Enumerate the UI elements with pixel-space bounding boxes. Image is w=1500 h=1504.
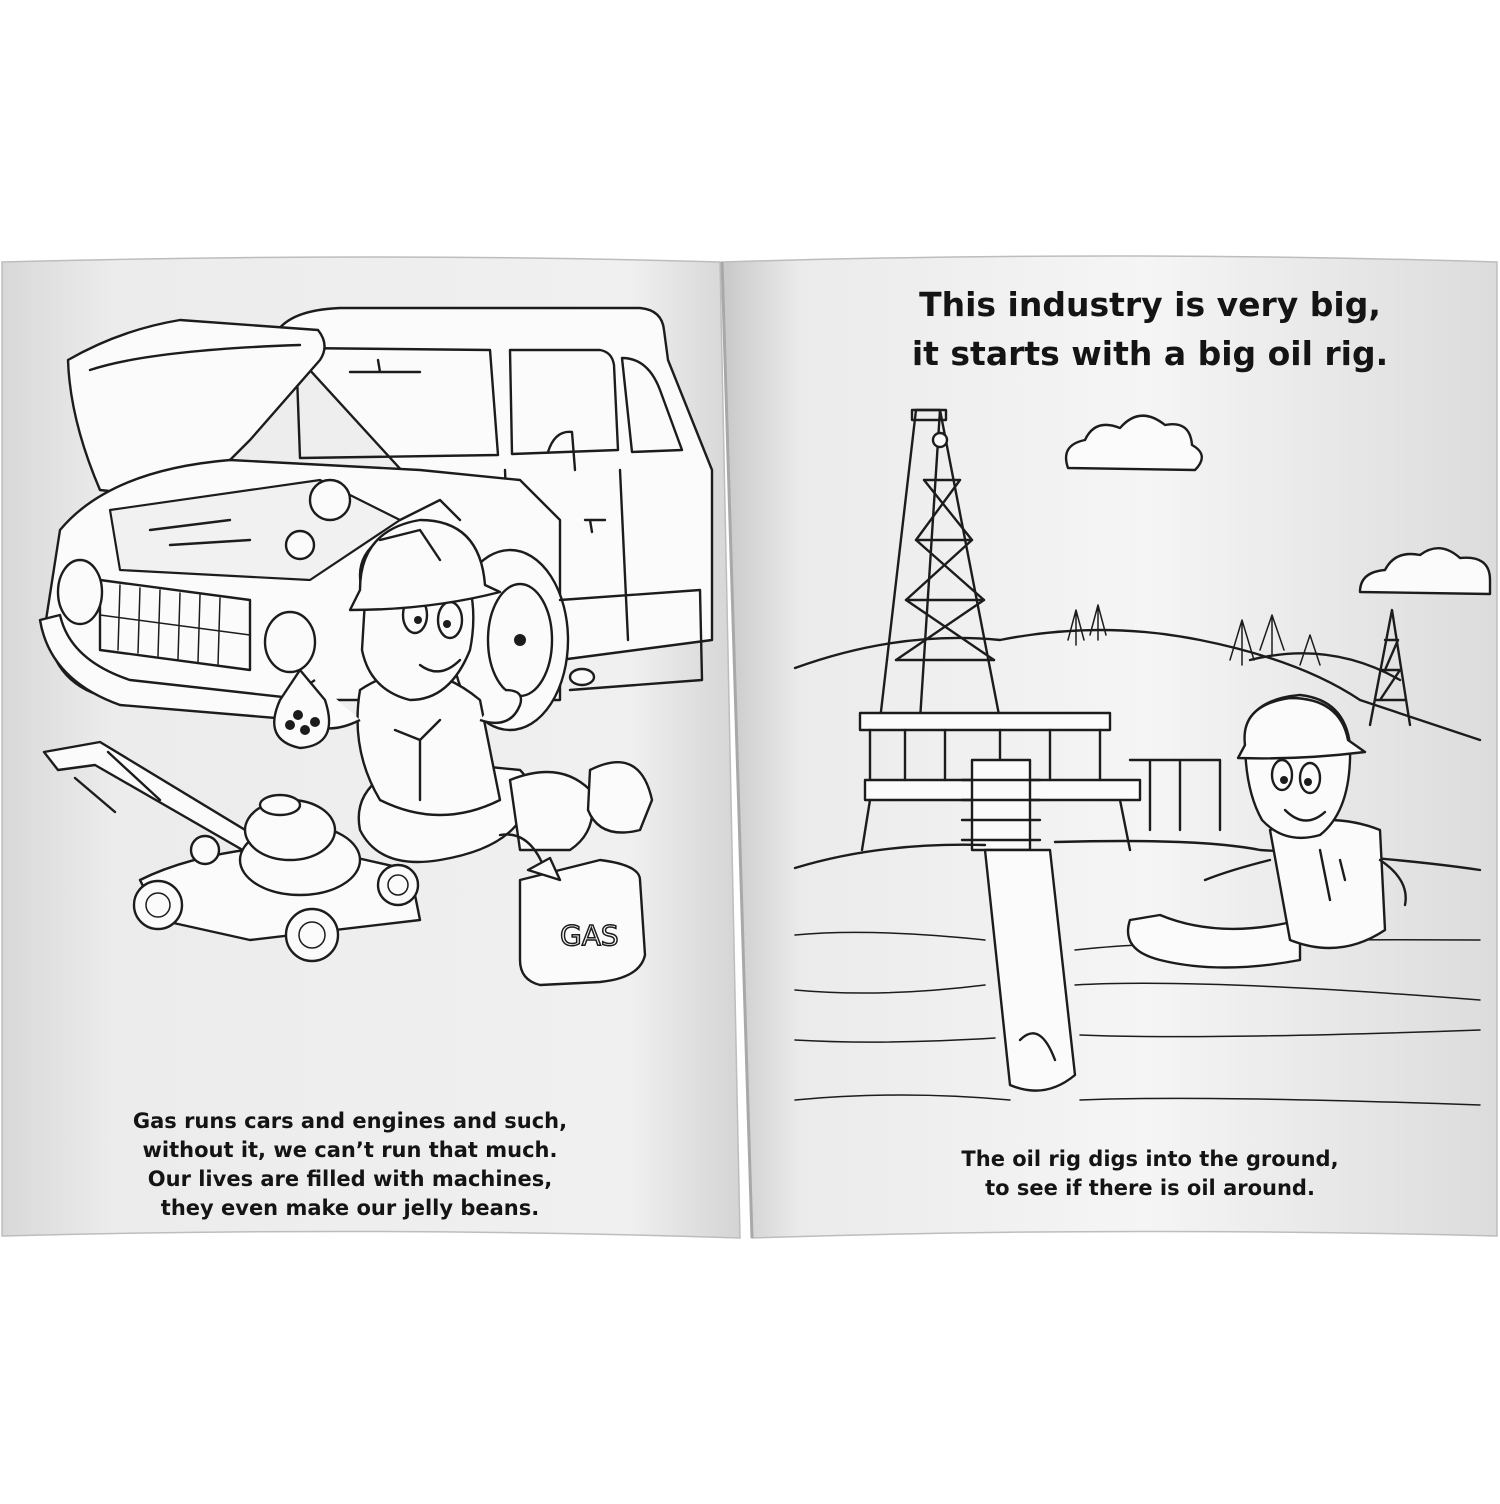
right-page-title [860,280,1440,378]
right-verse [900,1145,1400,1203]
title-line: This industry is very big, [919,285,1381,324]
title-line: it starts with a big oil rig. [911,334,1389,373]
left-verse-line: they even make our jelly beans. [160,1196,540,1220]
left-verse-line: Our lives are filled with machines, [147,1167,553,1191]
gas-can-label: GAS [560,919,619,952]
right-verse-line: to see if there is oil around. [985,1176,1315,1200]
left-verse-line: Gas runs cars and engines and such, [132,1109,568,1133]
left-verse [100,1107,600,1223]
left-verse-line: without it, we can’t run that much. [142,1138,558,1162]
right-verse-line: The oil rig digs into the ground, [961,1147,1339,1171]
gas-can-illustration [520,858,645,985]
right-page [722,256,1497,1238]
